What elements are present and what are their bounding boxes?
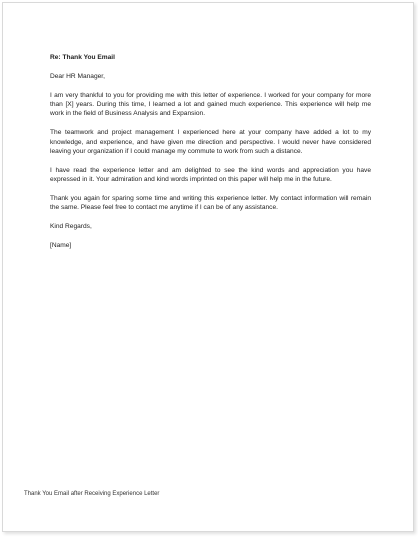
letter-paragraph-4: Thank you again for sparing some time and writing this experience letter. My contact information will remain the same. Please feel free to contact me anytime if I can be of any assistance. <box>50 194 371 212</box>
letter-subject: Re: Thank You Email <box>50 54 115 61</box>
letter-body <box>50 53 371 250</box>
page-footer: Thank You Email after Receiving Experience Letter <box>24 491 160 497</box>
letter-paragraph-3: I have read the experience letter and am delighted to see the kind words and appreciation you have expressed in it. Your admiration and kind words imprinted on this paper will help me in the future. <box>50 166 371 183</box>
letter-paragraph-1: I am very thankful to you for providing me with this letter of experience. I worked for your company for more than [X] years. During this time, I learned a lot and gained much experience. This experience will help me work in the field of Business Analysis and Expansion. <box>50 92 371 118</box>
document-page <box>2 2 414 532</box>
letter-paragraph-2: The teamwork and project management I experienced here at your company have added a lot to my knowledge, and experience, and have given me direction and perspective. I would never have considered leaving your organization if I could manage my commute to work from such a distance. <box>50 129 371 155</box>
letter-signature: [Name] <box>50 242 72 250</box>
letter-salutation: Dear HR Manager, <box>50 73 105 81</box>
letter-closing: Kind Regards, <box>50 223 92 231</box>
